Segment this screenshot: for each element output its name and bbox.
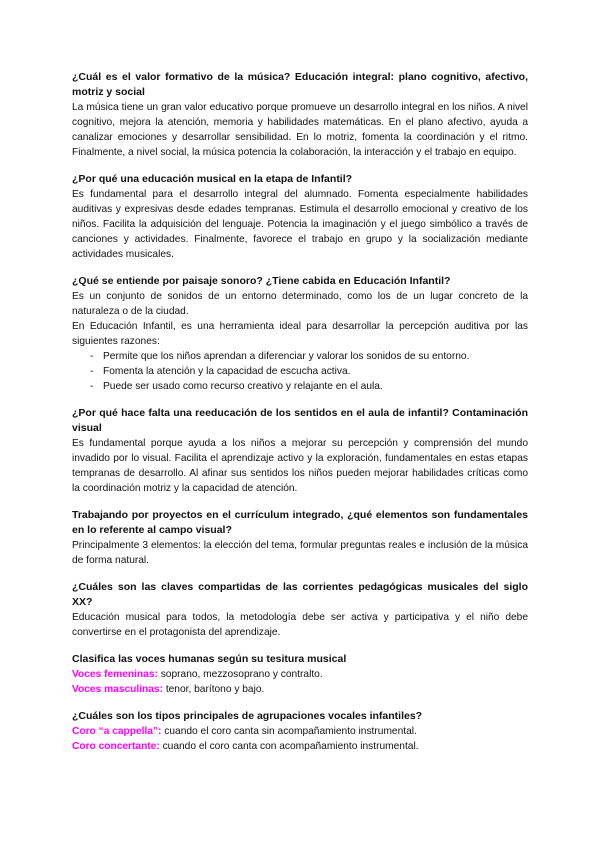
section-paisaje-sonoro — [72, 274, 528, 394]
row-label: Voces masculinas: — [72, 684, 163, 695]
section-heading: ¿Por qué hace falta una reeducación de los sentidos en el aula de infantil? Contaminación visual — [72, 407, 528, 434]
list-item: - Puede ser usado como recurso creativo y relajante en el aula. — [90, 379, 528, 394]
section-heading: ¿Por qué una educación musical en la etapa de Infantil? — [72, 173, 353, 185]
classification-row — [72, 682, 528, 697]
section-body: Educación musical para todos, la metodología debe ser activa y participativa y el niño debe convertirse en el protagonista del aprendizaje. — [72, 612, 528, 638]
row-text: soprano, mezzosoprano y contralto. — [157, 669, 323, 680]
section-valor-formativo — [72, 70, 528, 160]
row-text: tenor, barítono y bajo. — [162, 684, 265, 695]
section-heading: Trabajando por proyectos en el currículum integrado, ¿qué elementos son fundamentales en lo referente al campo visual? — [72, 509, 528, 536]
section-educacion-infantil — [72, 172, 528, 262]
section-reeducacion-sentidos — [72, 406, 528, 496]
section-body: Es un conjunto de sonidos de un entorno determinado, como los de un lugar concreto de la naturaleza o de la ciudad. — [72, 291, 528, 317]
section-corrientes-pedagogicas — [72, 580, 528, 640]
row-label: Coro concertante: — [72, 741, 160, 752]
row-text: cuando el coro canta con acompañamiento instrumental. — [159, 741, 419, 752]
section-body: Es fundamental porque ayuda a los niños a mejorar su percepción y comprensión del mundo invadido por lo visual. Facilita el aprendizaje activo y la exploración, fundamentales en estas etapas tempranas de desarrollo. Al afinar sus sentidos los niños pueden mejorar habilidades críticas como la coordinación motriz y la capacidad de atención. — [72, 438, 528, 494]
section-heading: ¿Cuáles son los tipos principales de agrupaciones vocales infantiles? — [72, 710, 423, 722]
section-body-2: En Educación Infantil, es una herramienta ideal para desarrollar la percepción auditiva por las siguientes razones: — [72, 321, 528, 347]
section-heading: ¿Cuáles son las claves compartidas de las corrientes pedagógicas musicales del siglo XX? — [72, 581, 528, 608]
section-body: La música tiene un gran valor educativo porque promueve un desarrollo integral en los niños. A nivel cognitivo, mejora la atención, memoria y habilidades matemáticas. En el plano afectivo, ayuda a canalizar emociones y desarrollar sensibilidad. En lo motriz, fomenta la coordinación y el ritmo. Finalmente, a nivel social, la música potencia la colaboración, la interacción y el trabajo en equipo. — [72, 102, 528, 158]
classification-row — [72, 739, 528, 754]
classification-row — [72, 667, 528, 682]
document-page — [72, 70, 528, 766]
row-text: cuando el coro canta sin acompañamiento instrumental. — [161, 726, 417, 737]
reasons-list — [72, 349, 528, 394]
section-body: Principalmente 3 elementos: la elección del tema, formular preguntas reales e inclusión de la música de forma natural. — [72, 540, 528, 566]
section-heading: ¿Qué se entiende por paisaje sonoro? ¿Tiene cabida en Educación Infantil? — [72, 275, 451, 287]
section-voces-humanas — [72, 652, 528, 697]
section-heading: ¿Cuál es el valor formativo de la música? Educación integral: plano cognitivo, afectivo, motriz y social — [72, 71, 528, 98]
list-item: - Permite que los niños aprendan a diferenciar y valorar los sonidos de su entorno. — [90, 349, 528, 364]
section-proyectos — [72, 508, 528, 568]
section-body: Es fundamental para el desarrollo integral del alumnado. Fomenta especialmente habilidades auditivas y expresivas desde edades tempranas. Estimula el desarrollo emocional y creativo de los niños. Facilita la adquisición del lenguaje. Potencia la imaginación y el juego simbólico a través de canciones y actividades. Finalmente, favorece el trabajo en grupo y la socialización mediante actividades musicales. — [72, 189, 528, 260]
section-agrupaciones-vocales — [72, 709, 528, 754]
list-item: - Fomenta la atención y la capacidad de escucha activa. — [90, 364, 528, 379]
row-label: Coro “a cappella”: — [72, 726, 162, 737]
row-label: Voces femeninas: — [72, 669, 158, 680]
section-heading: Clasifica las voces humanas según su tesitura musical — [72, 653, 347, 665]
classification-row — [72, 724, 528, 739]
